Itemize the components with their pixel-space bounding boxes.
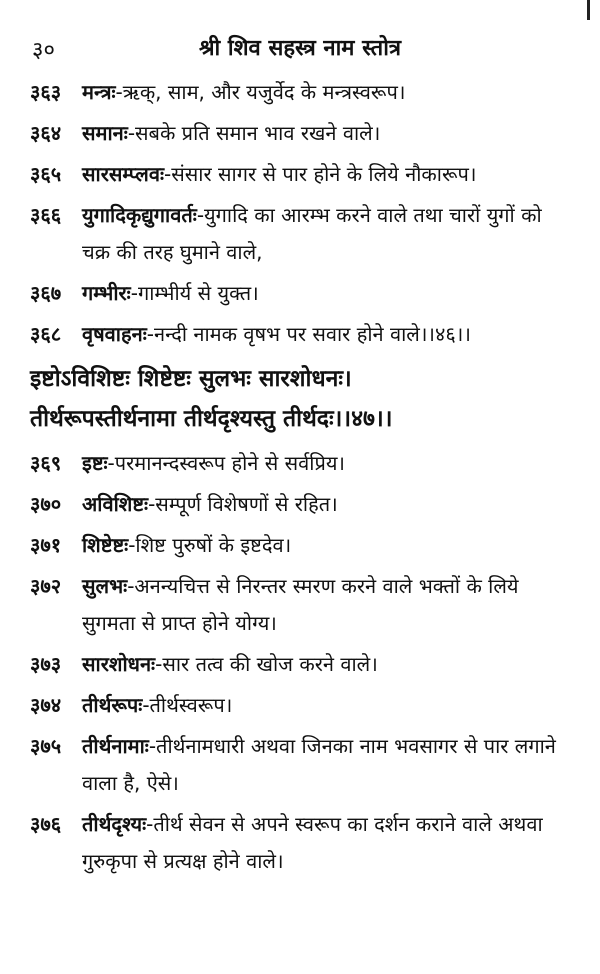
entry-text: -सार तत्व की खोज करने वाले। [155,652,378,676]
entry-term: अविशिष्टः [82,492,149,516]
entries-top [30,74,570,353]
entry-text: -तीर्थ सेवन से अपने स्वरूप का दर्शन कराने वाले अथवा गुरुकृपा से प्रत्यक्ष होने वाले। [82,812,543,873]
entry-text: -अनन्यचित्त से निरन्तर स्मरण करने वाले भक्तों के लिये सुगमता से प्राप्त होने योग्य। [82,574,519,635]
verse-line-1: इष्टोऽविशिष्टः शिष्टेष्टः सुलभः सारशोधनः। [30,366,352,392]
entry-term: गम्भीरः [82,281,131,305]
page-number: ३० [32,38,55,63]
entry-number: ३६८ [30,322,62,346]
entry-text: -संसार सागर से पार होने के लिये नौकारूप। [164,162,477,186]
sanskrit-verse [30,359,570,439]
entry-text: -नन्दी नामक वृषभ पर सवार होने वाले।।४६।। [146,322,471,346]
list-item [30,275,570,312]
entry-term: तीर्थदृश्यः [82,812,147,836]
page-title: श्री शिव सहस्त्र नाम स्तोत्र [198,36,402,61]
entry-term: सारशोधनः [82,652,156,676]
entry-term: शिष्टेष्टः [82,533,129,557]
entry-number: ३७२ [30,574,62,598]
list-item [30,316,570,353]
entry-text: -शिष्ट पुरुषों के इष्टदेव। [128,533,292,557]
list-item [30,687,570,724]
entry-text: -तीर्थनामधारी अथवा जिनका नाम भवसागर से पार लगाने वाला है, ऐसे। [82,734,556,795]
entry-term: मन्त्रः [82,80,116,104]
list-item [30,115,570,152]
entry-number: ३७५ [30,734,62,758]
page-header [30,28,570,74]
entry-text: -परमानन्दस्वरूप होने से सर्वप्रिय। [107,451,346,475]
entry-number: ३७६ [30,812,62,836]
entry-term: इष्टः [82,451,108,475]
entry-number: ३७१ [30,533,62,557]
entry-number: ३६७ [30,281,62,305]
entry-term: समानः [82,121,128,145]
list-item [30,74,570,111]
entry-term: वृषवाहनः [82,322,147,346]
list-item [30,445,570,482]
list-item [30,728,570,802]
entry-term: सुलभः [82,574,128,598]
verse-line-2: तीर्थरूपस्तीर्थनामा तीर्थदृश्यस्तु तीर्थदः।।४७।। [30,406,393,432]
entry-term: युगादिकृद्युगावर्तः [82,203,197,227]
entry-number: ३६४ [30,121,62,145]
list-item [30,527,570,564]
list-item [30,156,570,193]
entry-term: तीर्थरूपः [82,693,143,717]
entry-number: ३७० [30,492,62,516]
entry-number: ३७४ [30,693,62,717]
entry-number: ३६३ [30,80,62,104]
entry-number: ३६५ [30,162,62,186]
scan-edge-mark [587,0,590,20]
entries-bottom [30,445,570,880]
entry-text: -गाम्भीर्य से युक्त। [130,281,259,305]
entry-text: -सम्पूर्ण विशेषणों से रहित। [148,492,338,516]
entry-term: सारसम्प्लवः [82,162,165,186]
entry-text: -सबके प्रति समान भाव रखने वाले। [127,121,381,145]
list-item [30,646,570,683]
list-item [30,568,570,642]
entry-term: तीर्थनामाः [82,734,149,758]
entry-number: ३६९ [30,451,62,475]
list-item [30,806,570,880]
list-item [30,486,570,523]
entry-text: -ऋक्, साम, और यजुर्वेद के मन्त्रस्वरूप। [115,80,406,104]
entry-number: ३६६ [30,203,62,227]
entry-text: -युगादि का आरम्भ करने वाले तथा चारों युगों को चक्र की तरह घुमाने वाले, [82,203,542,264]
entry-number: ३७३ [30,652,62,676]
list-item [30,197,570,271]
entry-text: -तीर्थस्वरूप। [142,693,233,717]
